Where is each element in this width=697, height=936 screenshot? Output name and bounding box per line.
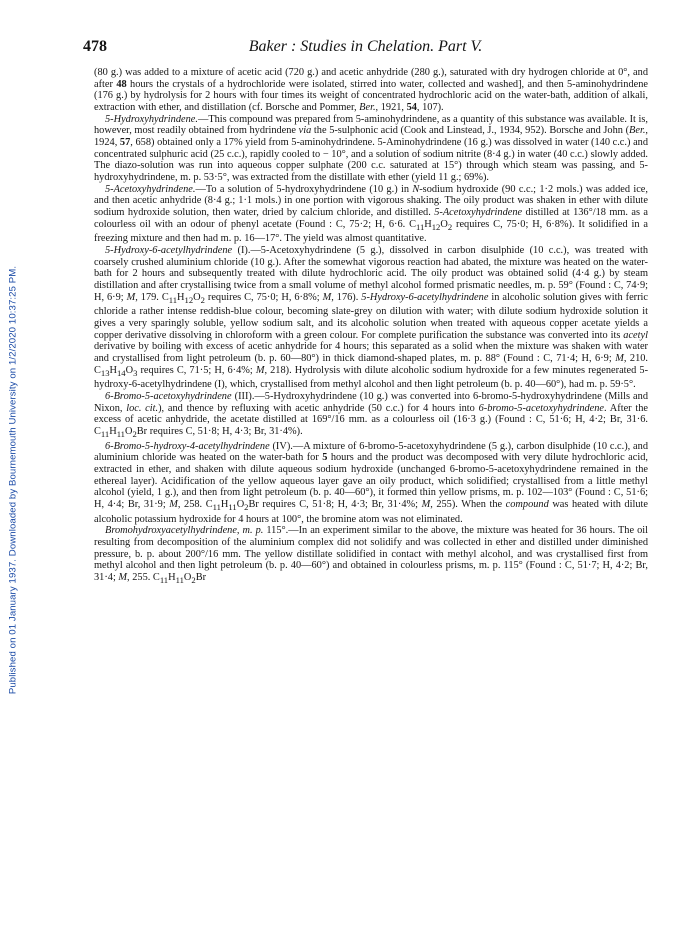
body-paragraph: Bromohydroxyacetylhydrindene, m. p. 115°.—In an experiment similar to the above, the mixture was heated for 36 hours. The oil resulting from decomposition of the aluminium complex did not solidify and was collected in ether and distilled under diminished pressure, b. p. about 200°/16 mm. The yellow distillate solidified in contact with methyl alcohol, and was crystallised first from methyl alcohol and then light petroleum (b. p. 40—60°) and obtained in colourless prisms, m. p. 115° (Found : C, 51·7; H, 4·2; Br, 31·4; M, 255. $C_{11}H_{11}O_2Br$ xyxy=(94,525,649,585)
download-watermark xyxy=(6,120,20,840)
download-watermark-text: Published on 01 January 1937. Downloaded by Bournemouth University on 1/2/2020 10:37:25 PM. xyxy=(7,265,19,695)
body-paragraph: 5-Hydroxyhydrindene.—This compound was prepared from 5-aminohydrindene, as a quantity of this substance was available. It is, however, most readily obtained from hydrindene via the 5-sulphonic acid (Cook and Linstead, J., 1934, 952). Borsche and John (Ber., 1924, 57, 658) obtained only a 17% yield from 5-aminohydrindene. 5-Aminohydrindene (16 g.) was dissolved in water (140 c.c.) and concentrated sulphuric acid (25 c.c.), rapidly cooled to − 10°, and a solution of sodium nitrite (8·4 g.) in water (40 c.c.) slowly added. The diazo-solution was run into aqueous copper sulphate (200 c.c. saturated at 15°) through which steam was passing, and 5-hydroxyhydrindene, m. p. 53·5°, was extracted from the distillate with ether (yield 11 g.; 69%). xyxy=(94,113,649,183)
article-body xyxy=(94,67,648,587)
page-number: 478 xyxy=(83,38,107,55)
body-paragraph: 5-Acetoxyhydrindene.—To a solution of 5-hydroxyhydrindene (10 g.) in N-sodium hydroxide (90 c.c.; 1·2 mols.) was added ice, and then acetic anhydride (8·4 g.; 1·1 mols.) in one portion with vigorous shaking. The oily product was shaken in ether with dilute sodium hydroxide solution, then water, dried by calcium chloride, and distilled. 5-Acetoxyhydrindene distilled at 136°/18 mm. as a colourless oil with an odour of phenyl acetate (Found : C, 75·2; H, 6·6. $C_{11}H_{12}O_2$ requires C, 75·0; H, 6·8%). It solidified in a freezing mixture and then had m. p. 16—17°. The yield was almost quantitative. xyxy=(94,183,648,245)
running-head: Baker : Studies in Chelation. Part V. xyxy=(248,38,483,55)
body-paragraph: 6-Bromo-5-acetoxyhydrindene (III).—5-Hydroxyhydrindene (10 g.) was converted into 6-bromo-5-hydroxyhydrindene (Mills and Nixon, loc. cit.), and thence by refluxing with acetic anhydride (50 c.c.) for 4 hours into 6-bromo-5-acetoxyhydrindene. After the excess of acetic anhydride, the acetate distilled at 169°/16 mm. as a colourless oil (16·3 g.) (Found : C, 51·6; H, 4·2; Br, 31·6. $C_{11}H_{11}O_2Br$ requires C, 51·8; H, 4·3; Br, 31·4%). xyxy=(94,390,649,439)
body-paragraph: 5-Hydroxy-6-acetylhydrindene (I).—5-Acetoxyhydrindene (5 g.), dissolved in carbon disulphide (10 c.c.), was treated with coarsely crushed aluminium chloride (10 g.). After the somewhat vigorous reaction had abated, the mixture was heated on the water-bath for 2 hours and subsequently treated with dilute hydrochloric acid. The oily product was obtained solid (4·4 g.) by steam distillation and after crystallising twice from a small volume of methyl alcohol formed prismatic needles, m. p. 59° (Found : C, 74·9; H, 6·9; M, 179. $C_{11}H_{12}O_2$ requires C, 75·0; H, 6·8%; M, 176). 5-Hydroxy-6-acetylhydrindene in alcoholic solution gives with ferric chloride a rather intense reddish-blue colour, becoming slate-grey on dilution with water; with dilute sodium hydroxide solution it gives a very sparingly soluble, yellow sodium salt, and its alcoholic solution when treated with aqueous copper acetate yields a copper derivative dissolving in chloroform with a green colour. For complete purification the substance was converted into its acetyl derivative by boiling with excess of acetic anhydride for 4 hours; this separated as a solid when the mixture was shaken with water and crystallised from light petroleum (b. p. 60—80°) in thick diamond-shaped plates, m. p. 88° (Found : C, 71·4; H, 6·9; M, 210. $C_{13}H_{14}O_3$ requires C, 71·5; H, 6·4%; M, 218). Hydrolysis with dilute alcoholic sodium hydroxide for a few minutes regenerated 5-hydroxy-6-acetylhydrindene (I), which, crystallised from methyl alcohol and then light petroleum (b. p. 40—60°), had m. p. 59·5°. xyxy=(94,244,649,391)
body-paragraph: (80 g.) was added to a mixture of acetic acid (720 g.) and acetic anhydride (280 g.), saturated with dry hydrogen chloride at 0°, and after 48 hours the crystals of a hydrochloride were isolated, stirred into water, collected and washed], and then 5-aminohydrindene (176 g.) by hydrolysis for 2 hours with four times its weight of concentrated hydrochloric acid on the water-bath, addition of alkali, extraction with ether, and distillation (cf. Borsche and Pommer, Ber., 1921, 54, 107). xyxy=(94,67,648,113)
body-paragraph: 6-Bromo-5-hydroxy-4-acetylhydrindene (IV).—A mixture of 6-bromo-5-acetoxyhydrindene (5 g.), carbon disulphide (10 c.c.), and aluminium chloride was heated on the water-bath for 5 hours and the product was decomposed with very dilute hydrochloric acid, extracted in ether, and shaken with dilute aqueous sodium hydroxide (unchanged 6-bromo-5-acetoxyhydrindene remained in the ethereal layer). Acidification of the yellow aqueous layer gave an oily product, which solidified; crystallised from a little methyl alcohol (yield, 1 g.), and then from light petroleum (b. p. 40—60°), it formed thin yellow prisms, m. p. 102—103° (Found : C, 51·6; H, 4·4; Br, 31·9; M, 258. $C_{11}H_{11}O_2Br$ requires C, 51·8; H, 4·3; Br, 31·4%; M, 255). When the compound was heated with dilute alcoholic potassium hydroxide for 4 hours at 100°, the bromine atom was not eliminated. xyxy=(94,440,648,525)
page-header xyxy=(83,38,648,58)
